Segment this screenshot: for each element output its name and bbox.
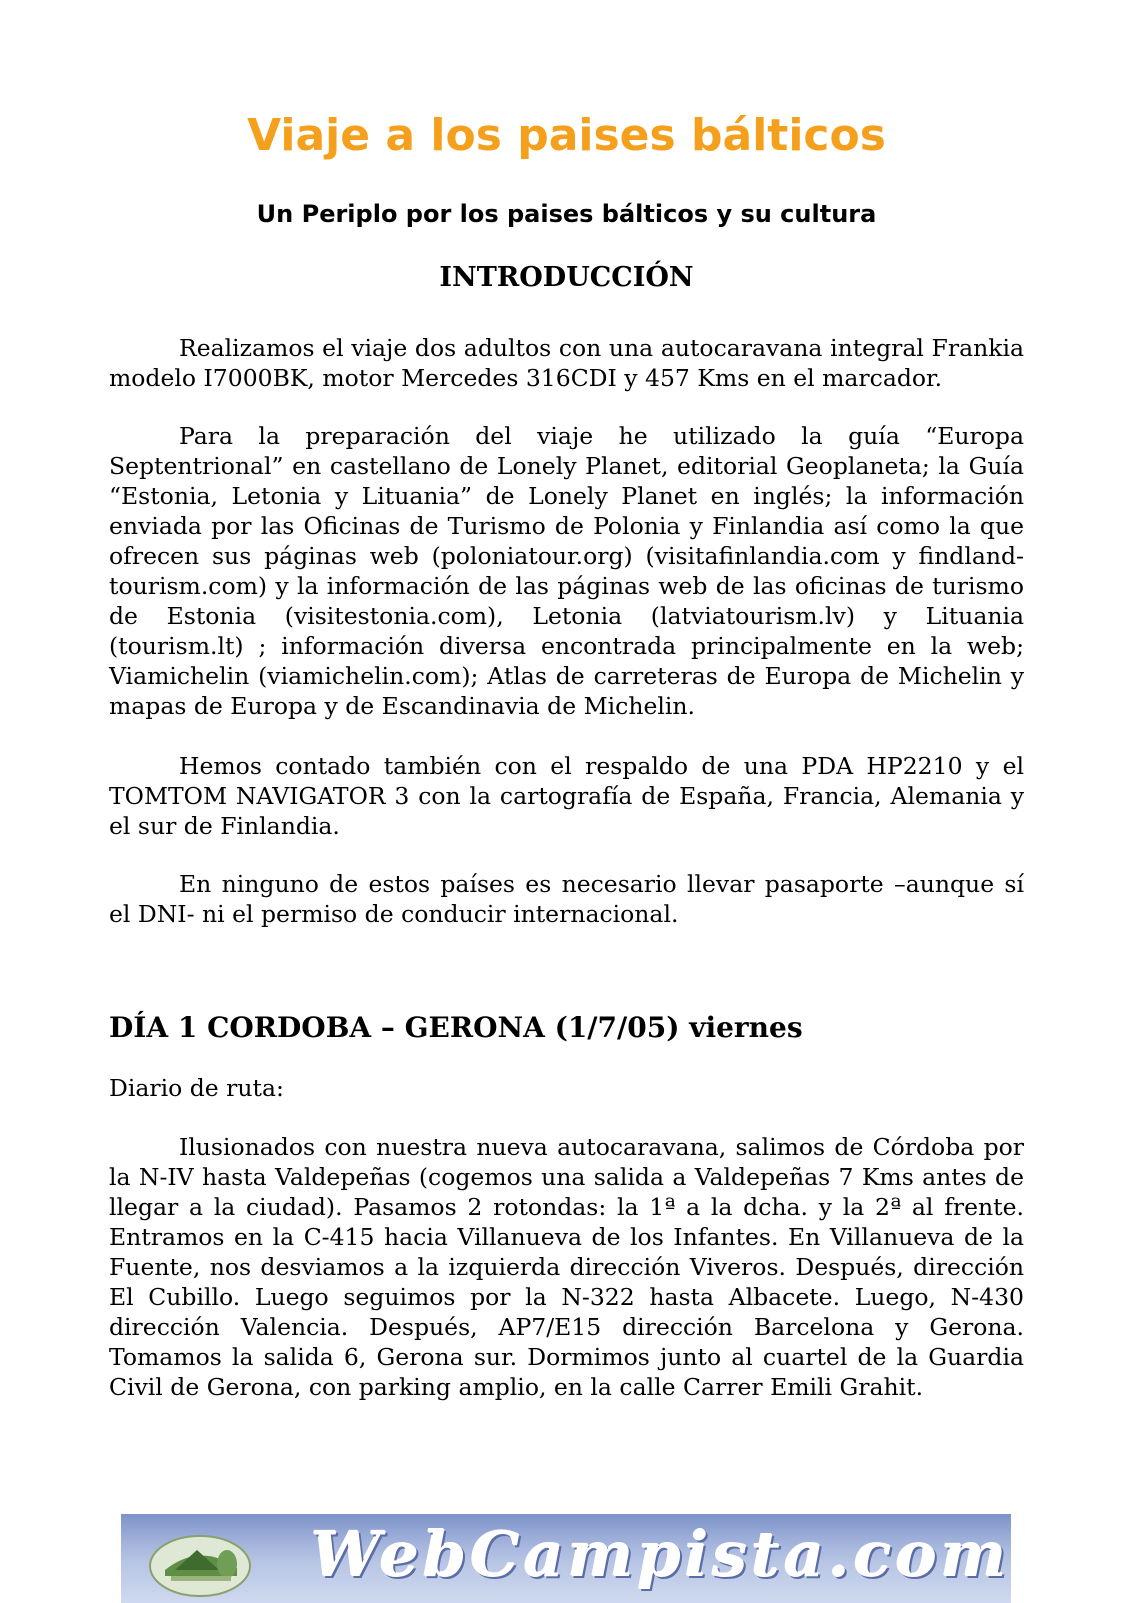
day-1-paragraph: Ilusionados con nuestra nueva autocaravana, salimos de Córdoba por la N-IV hasta Valdepeñas (cogemos una salida a Valdepeñas 7 Kms antes de llegar a la ciudad). Pasamos 2 rotondas: la 1ª a la dcha. y la 2ª al frente. Entramos en la C-415 hacia Villanueva de los Infantes. En Villanueva de la Fuente, nos desviamos a la izquierda dirección Viveros. Después, dirección El Cubillo. Luego seguimos por la N-322 hasta Albacete. Luego, N-430 dirección Valencia. Después, AP7/E15 dirección Barcelona y Gerona. Tomamos la salida 6, Gerona sur. Dormimos junto al cuartel de la Guardia Civil de Gerona, con parking amplio, en la calle Carrer Emili Grahit. bbox=[109, 1133, 1024, 1401]
document-subtitle: Un Periplo por los paises bálticos y su cultura bbox=[256, 200, 877, 228]
intro-paragraph-1: Realizamos el viaje dos adultos con una autocaravana integral Frankia modelo I7000BK, motor Mercedes 316CDI y 457 Kms en el marcador. bbox=[109, 334, 1024, 392]
intro-heading: INTRODUCCIÓN bbox=[439, 262, 694, 293]
banner-text: WebCampista.com bbox=[311, 1518, 1011, 1591]
day-1-heading: DÍA 1 CORDOBA – GERONA (1/7/05) viernes bbox=[109, 1011, 803, 1044]
intro-paragraph-2: Para la preparación del viaje he utilizado la guía “Europa Septentrional” en castellano de Lonely Planet, editorial Geoplaneta; la Guía “Estonia, Letonia y Lituania” de Lonely Planet en inglés; la información enviada por las Oficinas de Turismo de Polonia y Finlandia así como la que ofrecen sus páginas web (poloniatour.org) (visitafinlandia.com y findland-tourism.com) y la información de las páginas web de las oficinas de turismo de Estonia (visitestonia.com), Letonia (latviatourism.lv) y Lituania (tourism.lt) ; información diversa encontrada principalmente en la web; Viamichelin (viamichelin.com); Atlas de carreteras de Europa de Michelin y mapas de Europa y de Escandinavia de Michelin. bbox=[109, 422, 1024, 720]
intro-paragraph-3: Hemos contado también con el respaldo de una PDA HP2210 y el TOMTOM NAVIGATOR 3 con la cartografía de España, Francia, Alemania y el sur de Finlandia. bbox=[109, 752, 1024, 840]
intro-paragraph-4: En ninguno de estos países es necesario llevar pasaporte –aunque sí el DNI- ni el permiso de conducir internacional. bbox=[109, 870, 1024, 928]
tent-logo-icon bbox=[145, 1524, 255, 1603]
footer-banner bbox=[121, 1514, 1011, 1603]
diary-label: Diario de ruta: bbox=[109, 1074, 284, 1102]
document-title: Viaje a los paises bálticos bbox=[247, 110, 886, 161]
